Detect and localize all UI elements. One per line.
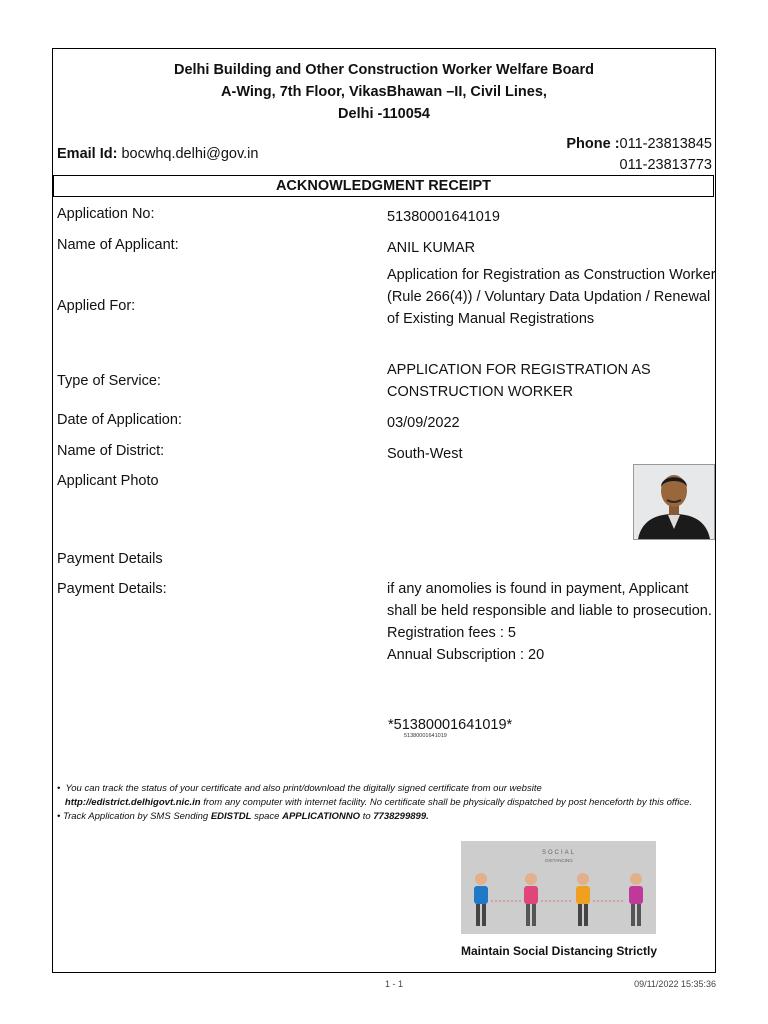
email-label: Email Id: bbox=[57, 146, 118, 162]
annual-subscription: Annual Subscription : 20 bbox=[387, 647, 545, 663]
sms-text: Track Application by SMS Sending bbox=[62, 811, 209, 822]
payment-heading: Payment Details bbox=[57, 551, 163, 567]
sms-keyword: EDISTDL bbox=[210, 811, 252, 822]
payment-details bbox=[387, 578, 717, 666]
website-link[interactable]: http://edistrict.delhigovt.nic.in bbox=[64, 797, 201, 808]
applicant-name-value: ANIL KUMAR bbox=[387, 240, 476, 256]
application-no-value: 51380001641019 bbox=[387, 209, 500, 225]
service-type-label: Type of Service: bbox=[57, 373, 161, 389]
notes-section bbox=[57, 782, 707, 824]
phone-number-1: 011-23813845 bbox=[619, 136, 712, 152]
phone-block bbox=[566, 134, 712, 176]
social-distancing-banner bbox=[461, 841, 656, 934]
sms-space: space bbox=[254, 811, 280, 822]
service-type-value: APPLICATION FOR REGISTRATION AS CONSTRUCTION WORKER bbox=[387, 362, 651, 400]
board-name: Delhi Building and Other Construction Worker Welfare Board bbox=[173, 62, 594, 78]
payment-label: Payment Details: bbox=[57, 581, 167, 597]
district-value: South-West bbox=[387, 446, 463, 462]
phone-label: Phone : bbox=[566, 136, 620, 152]
note-bullet-2: • bbox=[57, 811, 61, 822]
application-date-label: Date of Application: bbox=[57, 412, 182, 428]
applied-for-value: Application for Registration as Construction Worker (Rule 266(4)) / Voluntary Data Updation / Renewal of Existing Manual Registrations bbox=[387, 267, 716, 327]
payment-note: if any anomolies is found in payment, Applicant shall be held responsible and liable to prosecution. bbox=[387, 581, 712, 619]
photo-label: Applicant Photo bbox=[57, 473, 159, 489]
email-link[interactable]: bocwhq.delhi@gov.in bbox=[121, 146, 259, 162]
application-date-value: 03/09/2022 bbox=[387, 415, 460, 431]
note-tracking bbox=[57, 782, 707, 810]
applicant-name-label: Name of Applicant: bbox=[57, 237, 179, 253]
social-distancing-image-icon bbox=[461, 841, 656, 934]
receipt-title: ACKNOWLEDGMENT RECEIPT bbox=[53, 175, 714, 197]
email-row bbox=[57, 146, 258, 162]
note-tracking-text: You can track the status of your certificate and also print/download the digitally signed certificate from our website bbox=[65, 783, 542, 794]
banner-title: SOCIAL bbox=[541, 850, 577, 856]
applicant-photo bbox=[633, 464, 715, 540]
board-city: Delhi -110054 bbox=[338, 106, 430, 122]
note-sms bbox=[57, 810, 707, 824]
person-avatar-icon bbox=[634, 465, 714, 539]
print-timestamp: 09/11/2022 15:35:36 bbox=[634, 979, 716, 989]
note-tracking-text-2: from any computer with internet facility. No certificate shall be physically dispatched by post henceforth by this office. bbox=[203, 797, 692, 808]
sms-to: to bbox=[362, 811, 371, 822]
banner-caption: Maintain Social Distancing Strictly bbox=[461, 944, 658, 958]
application-no-label: Application No: bbox=[57, 206, 155, 222]
applied-for-label: Applied For: bbox=[57, 298, 136, 314]
barcode-text: *51380001641019* bbox=[388, 717, 513, 733]
registration-fees: Registration fees : 5 bbox=[387, 625, 516, 641]
barcode-small-text: 51380001641019 bbox=[404, 733, 447, 739]
board-address: A-Wing, 7th Floor, VikasBhawan –II, Civil Lines, bbox=[221, 84, 547, 100]
banner-subtitle: DISTANCING bbox=[545, 858, 573, 863]
district-label: Name of District: bbox=[57, 443, 165, 459]
phone-number-2: 011-23813773 bbox=[619, 157, 712, 173]
sms-number: 7738299899. bbox=[373, 811, 429, 822]
sms-appno: APPLICATIONNO bbox=[282, 811, 361, 822]
page-number: 1 - 1 bbox=[385, 979, 404, 989]
note-bullet: • bbox=[57, 783, 61, 794]
